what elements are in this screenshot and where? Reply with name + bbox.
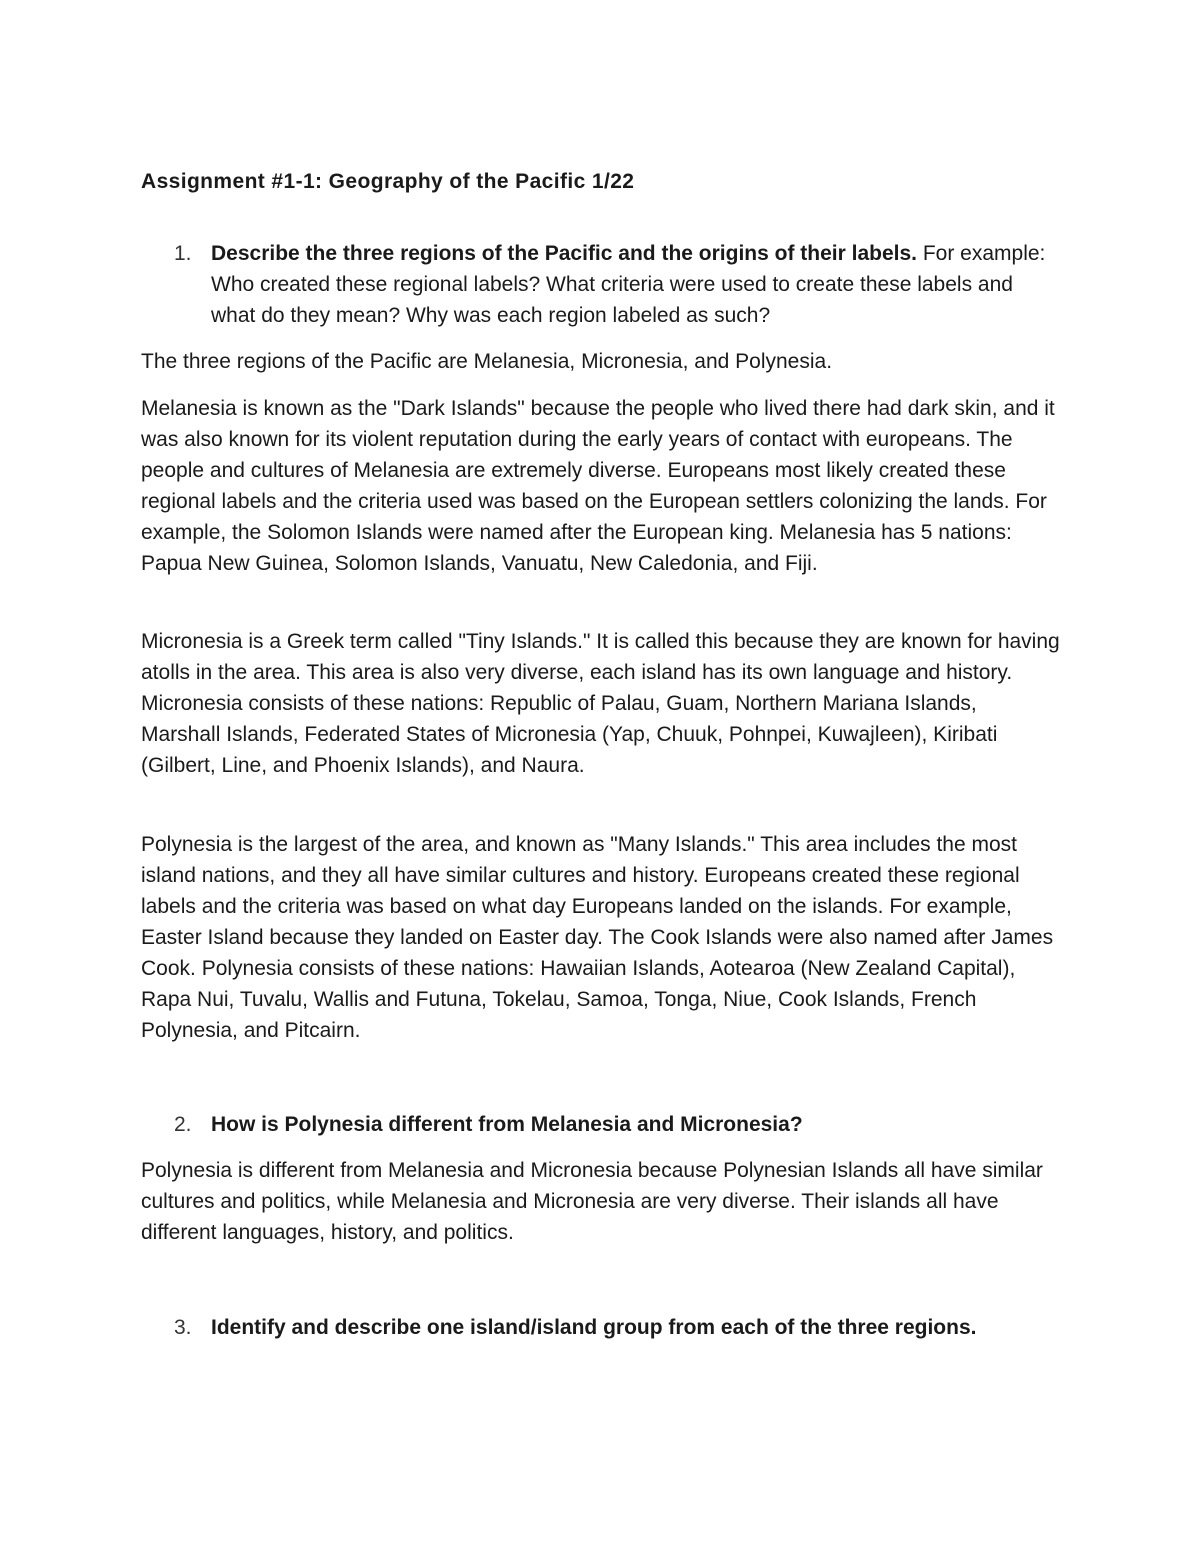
document-title: Assignment #1-1: Geography of the Pacific 1/22 — [141, 170, 635, 193]
answer-polynesia: Polynesia is the largest of the area, and known as "Many Islands." This area includes the most island nations, and they all have similar cultures and history. Europeans created these regional labels and the criteria was based on what day Europeans landed on the islands. For example, Easter Island because they landed on Easter day. The Cook Islands were also named after James Cook. Polynesia consists of these nations: Hawaiian Islands, Aotearoa (New Zealand Capital), Rapa Nui, Tuvalu, Wallis and Futuna, Tokelau, Samoa, Tonga, Niue, Cook Islands, French Polynesia, and Pitcairn. — [141, 833, 1054, 1042]
answer-q2: Polynesia is different from Melanesia and Micronesia because Polynesian Islands all have similar cultures and politics, while Melanesia and Micronesia are very diverse. Their islands all have different languages, history, and politics. — [141, 1159, 1043, 1244]
question-number: 3. — [174, 1316, 192, 1339]
answer-melanesia: Melanesia is known as the "Dark Islands" because the people who lived there had dark skin, and it was also known for its violent reputation during the early years of contact with europeans. The people and cultures of Melanesia are extremely diverse. Europeans most likely created these regional labels and the criteria used was based on the European settlers colonizing the lands. For example, the Solomon Islands were named after the European king. Melanesia has 5 nations: Papua New Guinea, Solomon Islands, Vanuatu, New Caledonia, and Fiji. — [141, 397, 1055, 575]
question-1 — [141, 238, 1061, 331]
question-number: 1. — [174, 242, 192, 265]
question-prompt-bold: Identify and describe one island/island group from each of the three regions. — [211, 1316, 977, 1339]
answer-intro: The three regions of the Pacific are Melanesia, Micronesia, and Polynesia. — [141, 350, 833, 373]
question-prompt — [211, 238, 1061, 331]
question-prompt-bold: How is Polynesia different from Melanesia and Micronesia? — [211, 1113, 803, 1136]
question-prompt-rest: For example: Who created these regional labels? What criteria were used to create these labels and what do they mean? Why was each region labeled as such? — [211, 242, 1046, 327]
question-prompt — [211, 1109, 1061, 1140]
question-2 — [141, 1109, 1061, 1140]
question-number: 2. — [174, 1113, 192, 1136]
question-3 — [141, 1312, 1061, 1343]
question-prompt-bold: Describe the three regions of the Pacific and the origins of their labels. — [211, 242, 917, 265]
answer-micronesia: Micronesia is a Greek term called "Tiny Islands." It is called this because they are known for having atolls in the area. This area is also very diverse, each island has its own language and history. Micronesia consists of these nations: Republic of Palau, Guam, Northern Mariana Islands, Marshall Islands, Federated States of Micronesia (Yap, Chuuk, Pohnpei, Kuwajleen), Kiribati (Gilbert, Line, and Phoenix Islands), and Naura. — [141, 630, 1060, 777]
question-prompt — [211, 1312, 1061, 1343]
